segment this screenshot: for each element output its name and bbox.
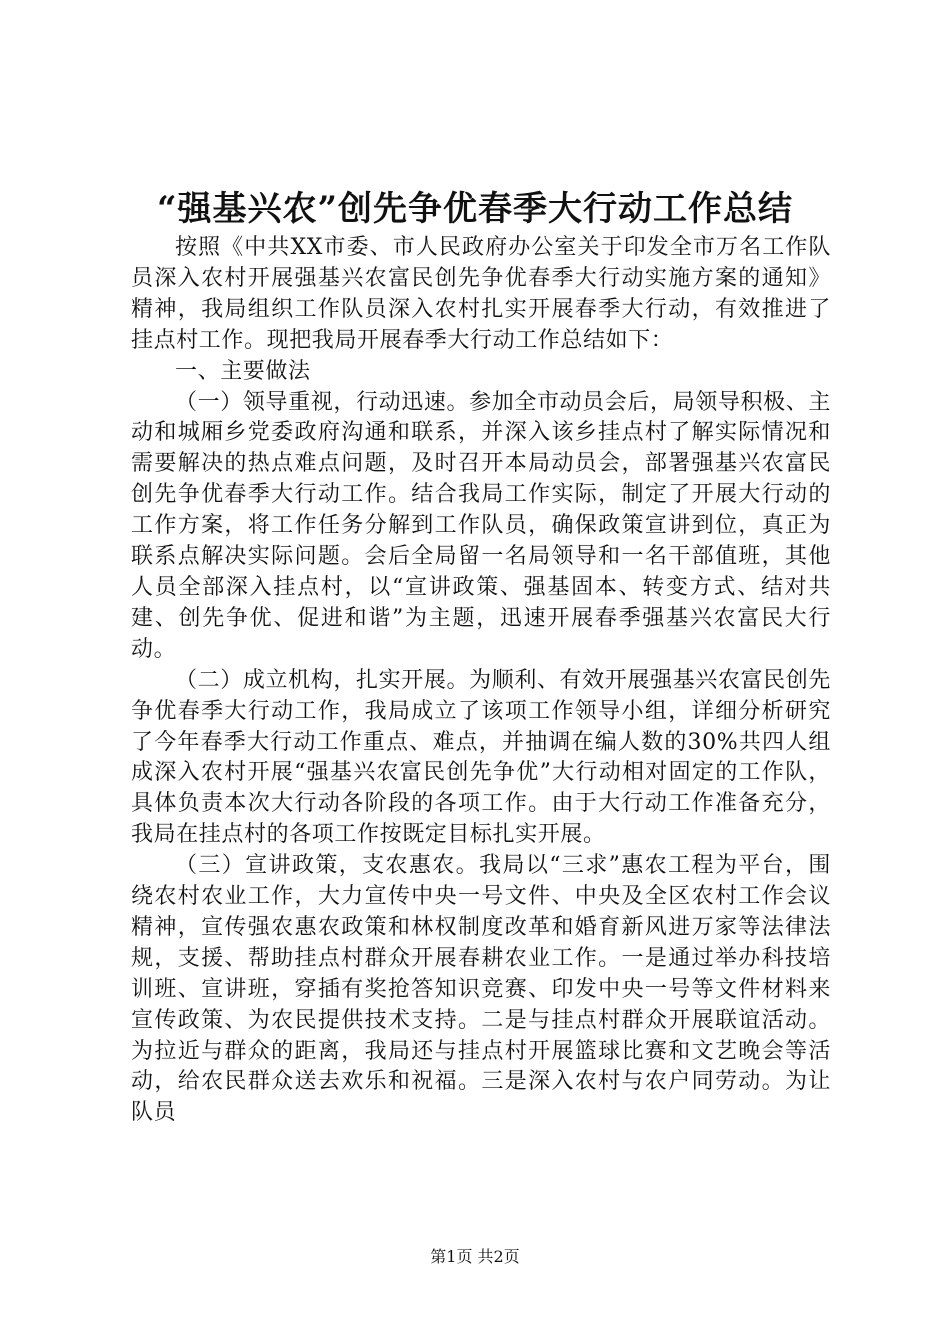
body-paragraph-2: （二）成立机构，扎实开展。为顺利、有效开展强基兴农富民创先争优春季大行动工作，我局成立了该项工作领导小组，详细分析研究了今年春季大行动工作重点、难点，并抽调在编人数的30%共四人组成深入农村开展“强基兴农富民创先争优”大行动相对固定的工作队，具体负责本次大行动各阶段的各项工作。由于大行动工作准备充分，我局在挂点村的各项工作按既定目标扎实开展。	[131, 667, 831, 848]
body-paragraph-3: （三）宣讲政策，支农惠农。我局以“三求”惠农工程为平台，围绕农村农业工作，大力宣传中央一号文件、中央及全区农村工作会议精神，宣传强农惠农政策和林权制度改革和婚育新风进万家等法律法规，支援、帮助挂点村群众开展春耕农业工作。一是通过举办科技培训班、宣讲班，穿插有奖抢答知识竞赛、印发中央一号等文件材料来宣传政策、为农民提供技术支持。二是与挂点村群众开展联谊活动。为拉近与群众的距离，我局还与挂点村开展篮球比赛和文艺晚会等活动，给农民群众送去欢乐和祝福。三是深入农村与农户同劳动。为让队员	[131, 853, 831, 1126]
page-footer: 第1页 共2页	[430, 1247, 520, 1266]
document-title: “强基兴农”创先争优春季大行动工作总结	[156, 189, 794, 229]
document-body	[131, 233, 831, 1129]
section-heading: 一、主要做法	[175, 358, 311, 384]
body-paragraph-1: （一）领导重视，行动迅速。参加全市动员会后，局领导积极、主动和城厢乡党委政府沟通和联系，并深入该乡挂点村了解实际情况和需要解决的热点难点问题，及时召开本局动员会，部署强基兴农富民创先争优春季大行动工作。结合我局工作实际，制定了开展大行动的工作方案，将工作任务分解到工作队员，确保政策宣讲到位，真正为联系点解决实际问题。会后全局留一名局领导和一名干部值班，其他人员全部深入挂点村，以“宣讲政策、强基固本、转变方式、结对共建、创先争优、促进和谐”为主题，迅速开展春季强基兴农富民大行动。	[131, 389, 831, 662]
intro-paragraph: 按照《中共XX市委、市人民政府办公室关于印发全市万名工作队员深入农村开展强基兴农富民创先争优春季大行动实施方案的通知》精神，我局组织工作队员深入农村扎实开展春季大行动，有效推进了挂点村工作。现把我局开展春季大行动工作总结如下：	[131, 235, 831, 353]
